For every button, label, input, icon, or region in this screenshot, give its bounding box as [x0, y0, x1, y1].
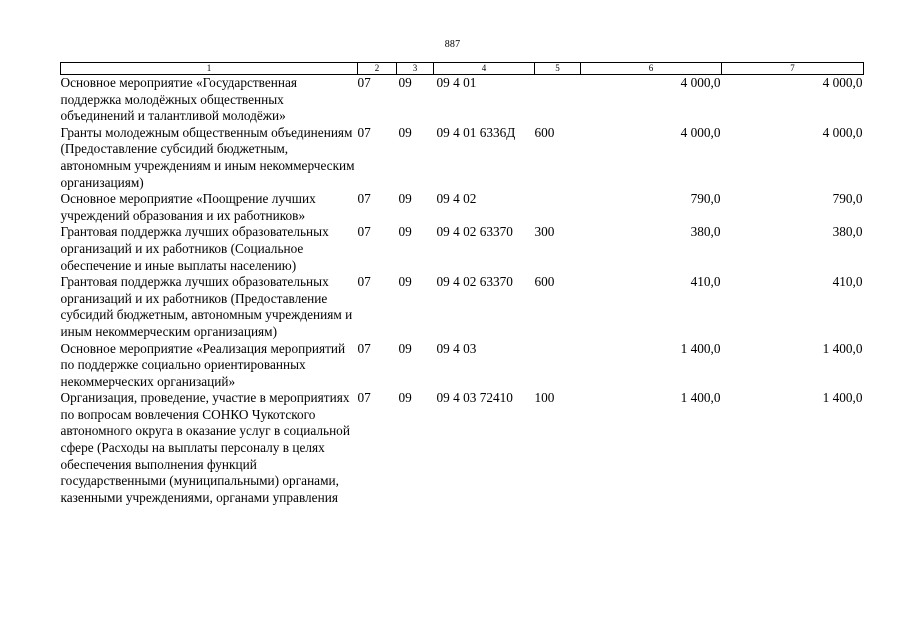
row-subsection-code: 09: [398, 274, 412, 290]
row-target-article-code: 09 4 03: [436, 340, 477, 356]
row-target-article-code: 09 4 03 72410: [436, 390, 513, 406]
column-number-5: 5: [535, 63, 581, 75]
row-description: Основное мероприятие «Реализация мероприятий по поддержке социально ориентированных некоммерческих организаций»: [60, 340, 346, 389]
row-section-code: 07: [357, 124, 371, 140]
row-expense-type-code: [535, 341, 581, 391]
table-row: [61, 191, 864, 224]
row-amount-column-6: 4 000,0: [680, 75, 721, 90]
row-amount-column-7: 1 400,0: [822, 340, 863, 356]
budget-table: [60, 62, 864, 506]
table-header: [61, 63, 864, 75]
row-subsection-code: 09: [398, 340, 412, 356]
row-description: Основное мероприятие «Государственная поддержка молодёжных общественных объединений и талантливой молодёжи»: [60, 75, 298, 124]
row-amount-column-7: 790,0: [832, 191, 863, 207]
row-expense-type-code: 100: [534, 390, 555, 406]
row-expense-type-code: 600: [534, 274, 555, 290]
table-row: [61, 390, 864, 506]
column-number-4: 4: [434, 63, 535, 75]
row-subsection-code: 09: [398, 75, 412, 90]
row-subsection-code: 09: [398, 124, 412, 140]
column-number-6: 6: [581, 63, 722, 75]
table-row: [61, 341, 864, 391]
column-number-2: 2: [358, 63, 397, 75]
row-subsection-code: 09: [398, 191, 412, 207]
row-amount-column-6: 790,0: [690, 191, 721, 207]
row-target-article-code: 09 4 02: [436, 191, 477, 207]
row-description: Грантовая поддержка лучших образовательных организаций и их работников (Социальное обеспечение и иные выплаты населению): [60, 224, 329, 273]
row-description: Гранты молодежным общественным объединениям (Предоставление субсидий бюджетным, автономным учреждениям и иным некоммерческим организациям): [60, 124, 355, 190]
row-description: Основное мероприятие «Поощрение лучших учреждений образования и их работников»: [60, 191, 316, 223]
row-expense-type-code: 600: [534, 124, 555, 140]
row-subsection-code: 09: [398, 224, 412, 240]
table-header-row: [61, 63, 864, 75]
row-amount-column-6: 1 400,0: [680, 390, 721, 406]
row-target-article-code: 09 4 02 63370: [436, 224, 513, 240]
row-target-article-code: 09 4 01 6336Д: [436, 124, 516, 140]
row-section-code: 07: [357, 191, 371, 207]
table-body: [61, 75, 864, 507]
row-section-code: 07: [357, 340, 371, 356]
row-amount-column-6: 4 000,0: [680, 124, 721, 140]
table-row: [61, 274, 864, 340]
table-row: [61, 75, 864, 125]
table-row: [61, 125, 864, 191]
row-section-code: 07: [357, 274, 371, 290]
row-expense-type-code: [535, 191, 581, 224]
row-amount-column-7: 380,0: [832, 224, 863, 240]
column-number-7: 7: [722, 63, 864, 75]
row-target-article-code: 09 4 02 63370: [436, 274, 513, 290]
table-row: [61, 224, 864, 274]
row-amount-column-7: 4 000,0: [822, 124, 863, 140]
row-section-code: 07: [357, 75, 371, 90]
row-amount-column-7: 410,0: [832, 274, 863, 290]
row-amount-column-7: 1 400,0: [822, 390, 863, 406]
row-amount-column-6: 1 400,0: [680, 340, 721, 356]
row-description: Грантовая поддержка лучших образовательных организаций и их работников (Предоставление субсидий бюджетным, автономным учреждениям и иным некоммерческим организациям): [60, 274, 353, 339]
row-amount-column-6: 410,0: [690, 274, 721, 290]
page-number: 887: [444, 39, 461, 50]
column-number-3: 3: [397, 63, 434, 75]
row-expense-type-code: [535, 75, 581, 125]
column-number-1: 1: [61, 63, 358, 75]
row-subsection-code: 09: [398, 390, 412, 406]
row-target-article-code: 09 4 01: [436, 75, 477, 90]
row-expense-type-code: 300: [534, 224, 555, 240]
row-section-code: 07: [357, 390, 371, 406]
row-section-code: 07: [357, 224, 371, 240]
row-amount-column-6: 380,0: [690, 224, 721, 240]
row-description: Организация, проведение, участие в мероприятиях по вопросам вовлечения СОНКО Чукотского автономного округа в оказание услуг в социальной сфере (Расходы на выплаты персоналу в целях обеспечения выполнения функций государственными (муниципальными) органами, казенными учреждениями, органами управления: [60, 390, 350, 505]
row-amount-column-7: 4 000,0: [822, 75, 863, 90]
